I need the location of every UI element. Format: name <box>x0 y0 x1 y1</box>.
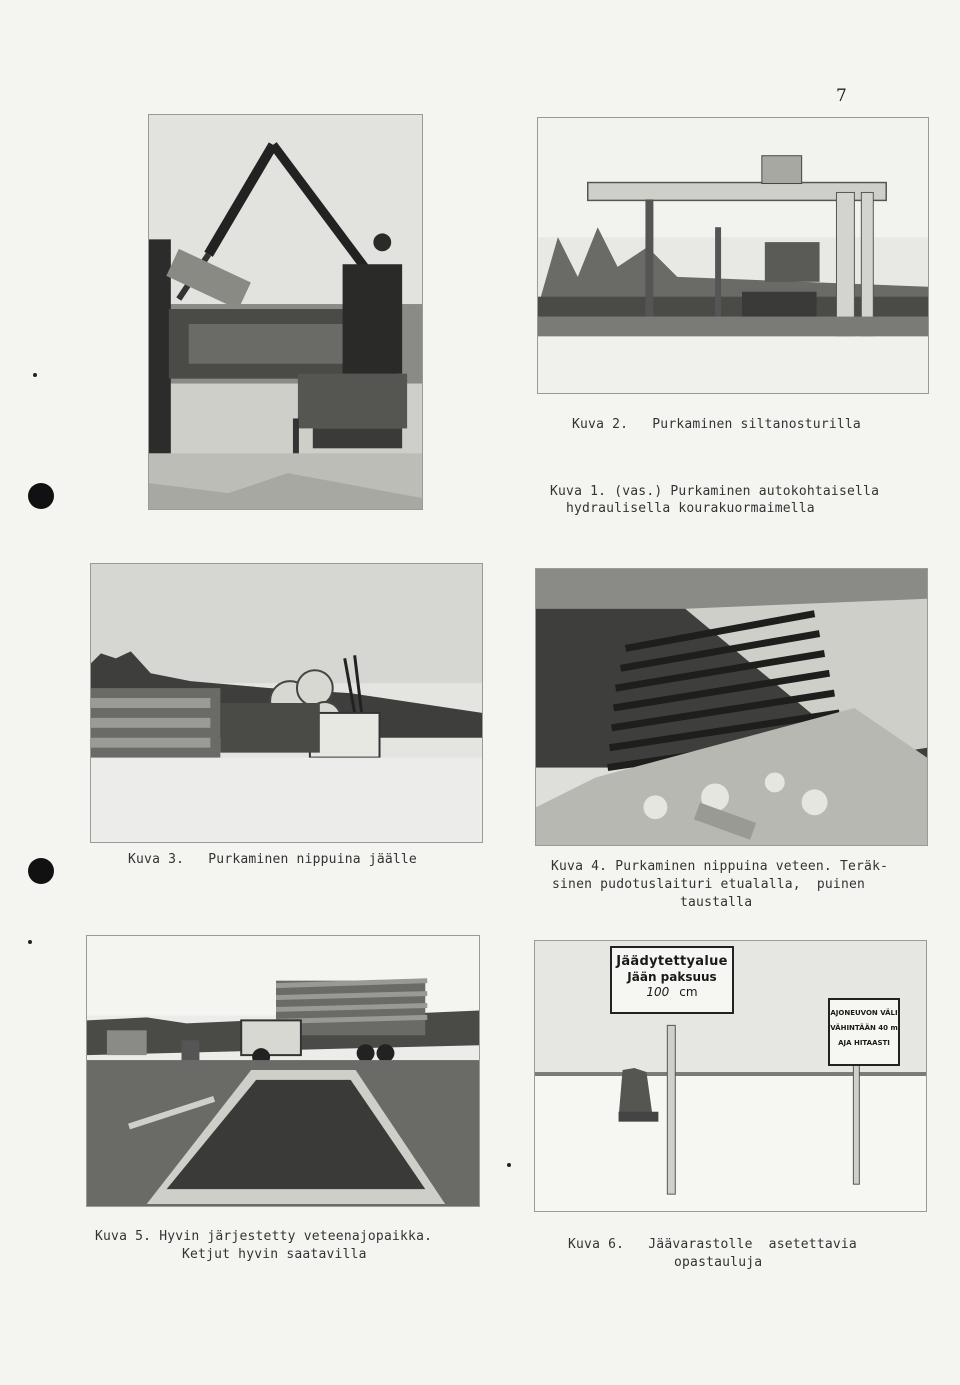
caption-kuva-3: Kuva 3. Purkaminen nippuina jäälle <box>128 852 417 867</box>
ice-sign-value: 100 <box>646 985 670 999</box>
stray-mark <box>33 373 37 377</box>
caption-kuva-5-line-1: Kuva 5. Hyvin järjestetty veteenajopaikka. <box>95 1229 433 1244</box>
vehicle-sign-line-2: VÄHINTÄÄN 40 m <box>830 1024 898 1032</box>
punch-hole-top <box>28 483 54 509</box>
caption-kuva-6-line-2: opastauluja <box>674 1255 763 1270</box>
caption-kuva-4-line-1: Kuva 4. Purkaminen nippuina veteen. Teräk- <box>551 859 889 874</box>
ice-area-sign <box>610 946 734 1014</box>
photo-kuva-2 <box>537 117 929 394</box>
caption-kuva-6-line-1: Kuva 6. Jäävarastolle asetettavia <box>568 1237 857 1252</box>
bundle-truck-ice-image <box>91 564 482 842</box>
photo-kuva-5 <box>86 935 480 1207</box>
ice-sign-line-2: Jään paksuus <box>627 970 717 984</box>
photo-kuva-1 <box>148 114 423 510</box>
stray-mark <box>507 1163 511 1167</box>
photo-kuva-4 <box>535 568 928 846</box>
ice-sign-line-1: Jäädytettyalue <box>616 954 728 969</box>
drive-in-site-image <box>87 936 479 1206</box>
vehicle-sign-line-1: AJONEUVON VÄLI <box>830 1009 898 1017</box>
caption-kuva-1-line-1: Kuva 1. (vas.) Purkaminen autokohtaisella <box>550 484 880 499</box>
page-number: 7 <box>836 86 847 106</box>
ice-sign-unit: cm <box>679 985 698 999</box>
caption-kuva-2: Kuva 2. Purkaminen siltanosturilla <box>572 417 861 432</box>
drop-ramp-image <box>536 569 927 845</box>
caption-kuva-5-line-2: Ketjut hyvin saatavilla <box>182 1247 367 1262</box>
caption-kuva-1-line-2: hydraulisella kourakuormaimella <box>566 501 815 516</box>
photo-kuva-3 <box>90 563 483 843</box>
vehicle-spacing-sign <box>828 998 900 1066</box>
vehicle-sign-line-3: AJA HITAASTI <box>838 1039 890 1047</box>
caption-kuva-4-line-3: taustalla <box>680 895 753 910</box>
stray-mark <box>28 940 32 944</box>
gantry-crane-image <box>538 118 928 393</box>
crane-truck-image <box>149 115 422 509</box>
caption-kuva-4-line-2: sinen pudotuslaituri etualalla, puinen <box>552 877 866 892</box>
punch-hole-bottom <box>28 858 54 884</box>
